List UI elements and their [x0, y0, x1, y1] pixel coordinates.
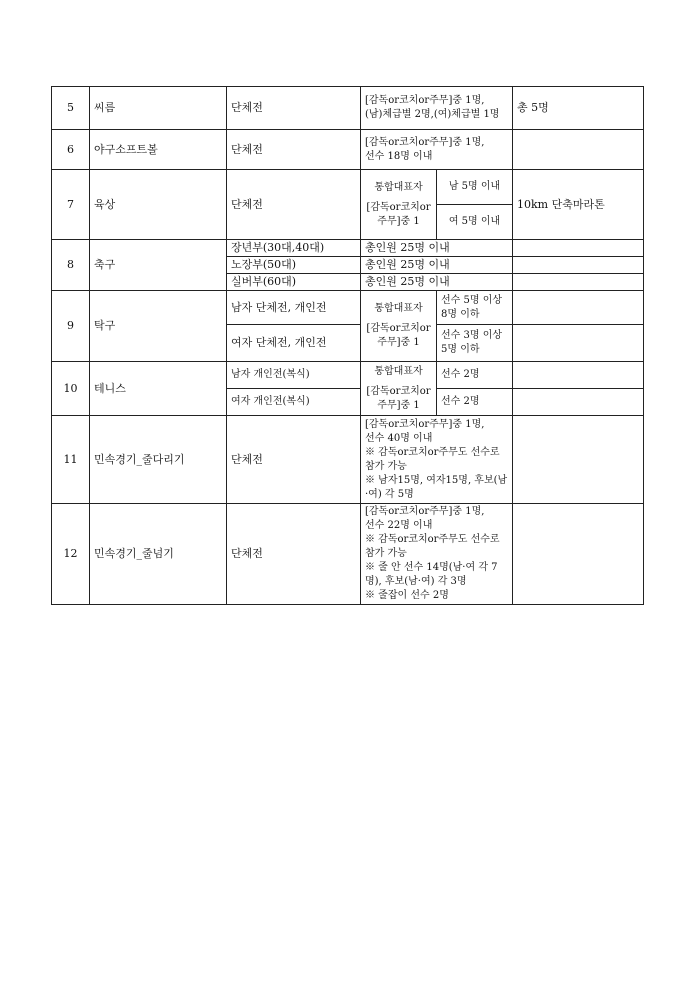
division-limit: 총인원 25명 이내	[361, 257, 513, 274]
remark	[513, 325, 644, 362]
detail-line: [감독or코치or주무]중 1명,	[365, 418, 485, 430]
table-row	[52, 416, 644, 504]
sport-name: 야구소프트볼	[90, 130, 227, 170]
male-limit: 남 5명 이내	[437, 170, 513, 205]
remark	[513, 274, 644, 291]
row-number: 9	[52, 291, 90, 362]
event-name: 남자 단체전, 개인전	[227, 291, 361, 325]
player-limit: 선수 5명 이상 8명 이하	[437, 291, 513, 325]
detail-line: 선수 22명 이내	[365, 520, 433, 531]
team-representative	[361, 170, 437, 240]
detail-line: 선수 18명 이내	[365, 150, 433, 162]
rep-line-2: [감독or코치or주무]중 1	[366, 323, 431, 348]
remark	[513, 389, 644, 416]
remark	[513, 240, 644, 257]
detail-line: [감독or코치or주무]중 1명,	[365, 136, 485, 148]
detail-line: ※ 줄잡이 선수 2명	[365, 590, 449, 601]
entry-detail	[361, 130, 513, 170]
sport-name: 민속경기_줄다리기	[90, 416, 227, 504]
table-row	[52, 504, 644, 605]
table-row	[52, 130, 644, 170]
remark	[513, 504, 644, 605]
entry-detail	[361, 87, 513, 130]
entry-detail	[361, 504, 513, 605]
row-number: 6	[52, 130, 90, 170]
team-representative	[361, 291, 437, 362]
table-row	[52, 291, 644, 325]
event-type: 단체전	[227, 504, 361, 605]
sport-name: 탁구	[90, 291, 227, 362]
table-row	[52, 170, 644, 205]
team-representative	[361, 362, 437, 416]
table-row	[52, 362, 644, 389]
detail-line: ※ 감독or코치or주무도 선수로 참가 가능	[365, 446, 500, 472]
sport-name: 민속경기_줄넘기	[90, 504, 227, 605]
event-name: 남자 개인전(복식)	[227, 362, 361, 389]
rep-line-1: 통합대표자	[374, 181, 423, 193]
remark	[513, 362, 644, 389]
detail-line: 선수 40명 이내	[365, 432, 433, 444]
row-number: 10	[52, 362, 90, 416]
detail-line: ※ 줄 안 선수 14명(남·여 각 7명), 후보(남·여) 각 3명	[365, 562, 498, 587]
row-number: 12	[52, 504, 90, 605]
remark	[513, 257, 644, 274]
rep-line-2: [감독or코치or주무]중 1	[366, 201, 431, 227]
event-type: 단체전	[227, 130, 361, 170]
division-name: 실버부(60대)	[227, 274, 361, 291]
row-number: 11	[52, 416, 90, 504]
event-name: 여자 개인전(복식)	[227, 389, 361, 416]
player-limit: 선수 3명 이상 5명 이하	[437, 325, 513, 362]
row-number: 5	[52, 87, 90, 130]
row-number: 7	[52, 170, 90, 240]
detail-line: [감독or코치or주무]중 1명,	[365, 506, 485, 517]
female-limit: 여 5명 이내	[437, 205, 513, 240]
player-limit: 선수 2명	[437, 362, 513, 389]
event-name: 여자 단체전, 개인전	[227, 325, 361, 362]
sport-name: 축구	[90, 240, 227, 291]
detail-line: [감독or코치or주무]중 1명,	[365, 95, 485, 106]
rep-line-1: 통합대표자	[374, 303, 423, 314]
table-row	[52, 87, 644, 130]
detail-line: (남)체급별 2명,(여)체급별 1명	[365, 109, 500, 120]
division-limit: 총인원 25명 이내	[361, 274, 513, 291]
event-type: 단체전	[227, 170, 361, 240]
division-limit: 총인원 25명 이내	[361, 240, 513, 257]
detail-line: ※ 남자15명, 여자15명, 후보(남·여) 각 5명	[365, 474, 508, 500]
table-row	[52, 240, 644, 257]
event-type: 단체전	[227, 416, 361, 504]
division-name: 노장부(50대)	[227, 257, 361, 274]
division-name: 장년부(30대,40대)	[227, 240, 361, 257]
player-limit: 선수 2명	[437, 389, 513, 416]
remark: 총 5명	[513, 87, 644, 130]
sport-name: 육상	[90, 170, 227, 240]
entry-detail	[361, 416, 513, 504]
detail-line: ※ 감독or코치or주무도 선수로 참가 가능	[365, 534, 500, 559]
remark: 10km 단축마라톤	[513, 170, 644, 240]
remark	[513, 291, 644, 325]
sport-name: 씨름	[90, 87, 227, 130]
event-type: 단체전	[227, 87, 361, 130]
remark	[513, 130, 644, 170]
remark	[513, 416, 644, 504]
rep-line-2: [감독or코치or주무]중 1	[366, 385, 431, 411]
entry-rules-table	[51, 86, 644, 605]
row-number: 8	[52, 240, 90, 291]
rep-line-1: 통합대표자	[374, 365, 423, 377]
sport-name: 테니스	[90, 362, 227, 416]
